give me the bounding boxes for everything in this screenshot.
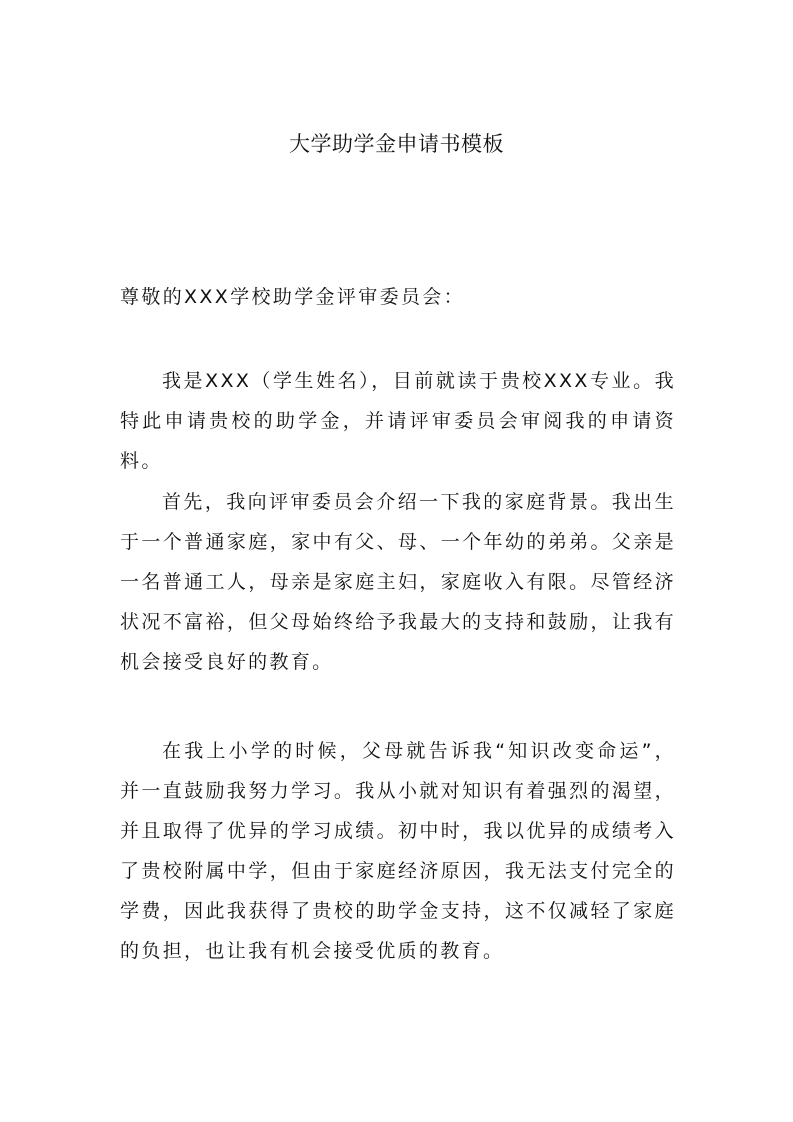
paragraph-1: 我是XXX（学生姓名），目前就读于贵校XXX专业。我特此申请贵校的助学金，并请评审委员会审阅我的申请资料。 <box>120 370 676 472</box>
document-title: 大学助学金申请书模板 <box>289 132 504 156</box>
paragraph-2: 首先，我向评审委员会介绍一下我的家庭背景。我出生于一个普通家庭，家中有父、母、一个年幼的弟弟。父亲是一名普通工人，母亲是家庭主妇，家庭收入有限。尽管经济状况不富裕，但父母始终给予我最大的支持和鼓励，让我有机会接受良好的教育。 <box>120 491 676 673</box>
salutation: 尊敬的XXX学校助学金评审委员会： <box>120 286 465 308</box>
paragraph-3: 在我上小学的时候，父母就告诉我“知识改变命运”，并一直鼓励我努力学习。我从小就对知识有着强烈的渴望，并且取得了优异的学习成绩。初中时，我以优异的成绩考入了贵校附属中学，但由于家庭经济原因，我无法支付完全的学费，因此我获得了贵校的助学金支持，这不仅减轻了家庭的负担，也让我有机会接受优质的教育。 <box>120 740 676 962</box>
